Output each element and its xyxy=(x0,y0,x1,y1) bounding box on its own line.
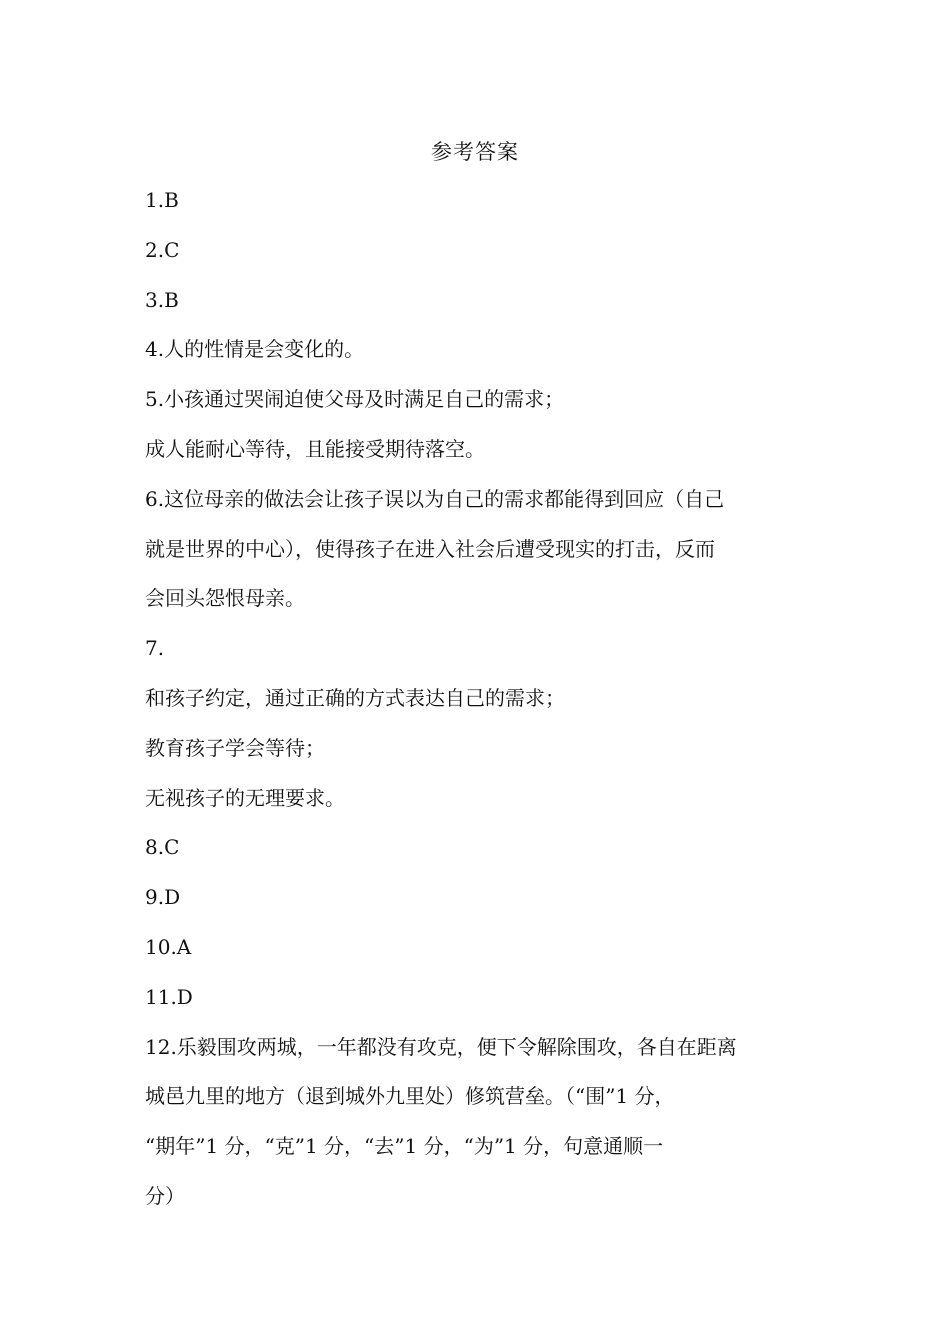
answer-line: “期年”1 分，“克”1 分，“去”1 分，“为”1 分，句意通顺一 xyxy=(145,1134,664,1159)
answer-line: 无视孩子的无理要求。 xyxy=(145,785,345,810)
answer-line: 1.B xyxy=(145,188,179,212)
answer-line: 城邑九里的地方（退到城外九里处）修筑营垒。（“围”1 分， xyxy=(145,1084,675,1109)
answer-line: 7. xyxy=(145,636,165,661)
answer-line: 2.C xyxy=(145,237,180,262)
answer-line: 8.C xyxy=(145,835,180,860)
answer-line: 就是世界的中心），使得孩子在进入社会后遭受现实的打击，反而 xyxy=(145,536,715,561)
answer-line: 12.乐毅围攻两城，一年都没有攻克，便下令解除围攻，各自在距离 xyxy=(145,1034,737,1059)
answer-line: 3.B xyxy=(145,287,179,312)
answer-line: 会回头怨恨母亲。 xyxy=(145,586,305,611)
answer-line: 6.这位母亲的做法会让孩子误以为自己的需求都能得到回应（自己 xyxy=(145,486,725,511)
answer-list xyxy=(145,182,805,1228)
answer-line: 教育孩子学会等待； xyxy=(145,735,325,760)
answer-line: 分） xyxy=(145,1183,185,1208)
answer-line: 11.D xyxy=(145,984,193,1009)
answer-line: 5.小孩通过哭闹迫使父母及时满足自己的需求； xyxy=(145,387,565,412)
document-title: 参考答案 xyxy=(431,140,519,164)
answer-line: 9.D xyxy=(145,885,181,910)
answer-line: 10.A xyxy=(145,934,192,959)
answer-line: 4.人的性情是会变化的。 xyxy=(145,337,365,362)
answer-line: 成人能耐心等待，且能接受期待落空。 xyxy=(145,436,485,461)
answer-line: 和孩子约定，通过正确的方式表达自己的需求； xyxy=(145,685,565,710)
